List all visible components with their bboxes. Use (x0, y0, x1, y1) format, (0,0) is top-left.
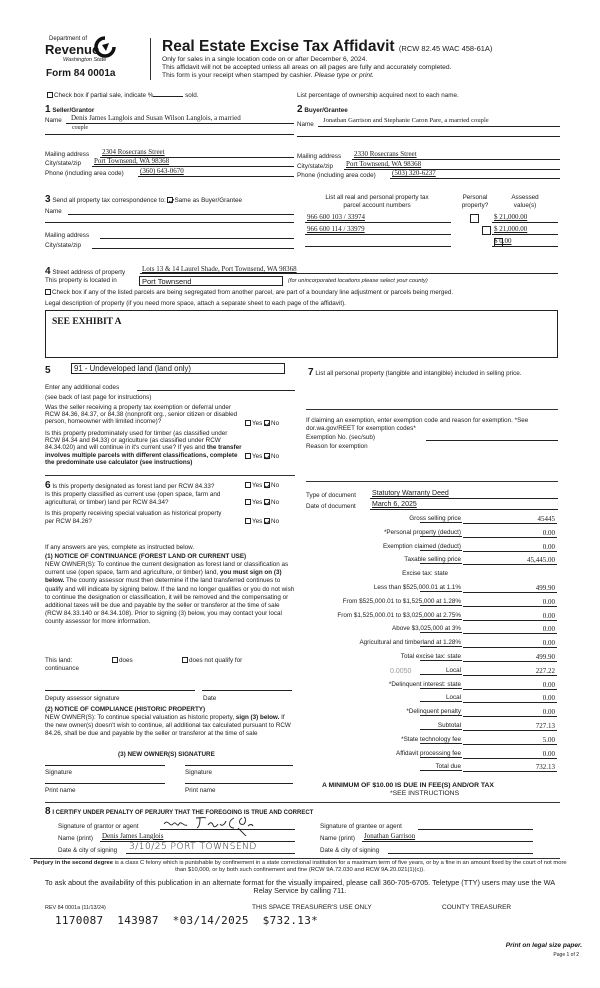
buyer-phone-field[interactable] (390, 171, 560, 179)
buyer-mail-value: 2330 Rosecrans Street (354, 150, 417, 158)
doc-type-field[interactable] (370, 490, 558, 499)
timber-question (45, 430, 243, 466)
if-yes-note: If any answers are yes, complete as instructed below. (45, 544, 195, 551)
additional-codes-field[interactable] (137, 383, 295, 391)
grantee-date-label: Date & city of signing (320, 847, 380, 854)
same-as-buyer-checkbox[interactable] (167, 197, 173, 203)
tax-row-label: Excise tax: state (402, 570, 448, 578)
corr-city-label: City/state/zip (45, 242, 82, 249)
tax-row-label: *Delinquent interest: state (388, 680, 461, 688)
page-title (162, 37, 492, 57)
owner-signature-2-field[interactable] (185, 765, 293, 766)
ownership-note: List percentage of ownership acquired next to each name. (297, 92, 459, 99)
personal-property-checkbox[interactable] (482, 226, 491, 235)
parcel-header-line: List all real and personal property tax (325, 194, 429, 201)
grantor-date-value: 3/10/25 PORT TOWNSEND (129, 842, 257, 852)
grantor-name-label: Name (print) (58, 835, 93, 842)
segregate-row (45, 289, 453, 297)
tax-row-value[interactable]: 0.00 (463, 694, 557, 703)
parcel-number-field[interactable] (305, 238, 451, 247)
correspondence-label: Send all property tax correspondence to: (52, 197, 166, 204)
leader-line (420, 563, 462, 564)
yes-checkbox[interactable] (245, 453, 251, 459)
location-select[interactable] (139, 276, 283, 286)
tax-row-label: Gross selling price (409, 515, 461, 522)
leader-line (420, 729, 462, 730)
street-address-value: Lots 13 & 14 Laurel Shade, Port Townsend, WA 98368 (142, 265, 297, 273)
tax-row (300, 529, 558, 539)
seller-name-value: Denis James Langlois and Susan Wilson Langlois, a married (71, 114, 241, 122)
yes-label: Yes (252, 499, 263, 506)
no-checkbox[interactable] (264, 420, 270, 426)
exemption-note: If claiming an exemption, enter exemption code and reason for exemption. *See dor.wa.gov/REET for exemption codes* (306, 417, 529, 433)
no-checkbox[interactable] (264, 499, 270, 505)
same-as-buyer-label: Same as Buyer/Grantee (174, 197, 243, 204)
seller-name-label: Name (45, 117, 62, 124)
tax-row-value[interactable]: 499.90 (463, 584, 557, 593)
q-forest-yes-no (245, 482, 279, 490)
signature-label: Signature (45, 769, 72, 776)
leader-line (420, 688, 462, 689)
continuance-title: (1) NOTICE OF CONTINUANCE (FOREST LAND OR CURRENT USE) (45, 553, 247, 560)
leader-line (420, 701, 462, 702)
timber-question-b: the transfer involves multiple parcels with different classifications, complete the predominate use calculator (see instructions) (45, 444, 242, 466)
tax-row-label: Less than $525,000.01 at 1.1% (373, 584, 461, 591)
q-current-use-yes-no (245, 499, 279, 507)
deputy-signature-field[interactable] (45, 690, 195, 691)
tax-row-label: Exemption claimed (deduct) (382, 542, 461, 550)
forest-question-text: Is this property designated as forest land per RCW 84.33? (52, 483, 215, 490)
section-title: Buyer/Grantee (304, 107, 348, 114)
tax-row (300, 722, 558, 732)
divider (45, 475, 295, 476)
no-checkbox[interactable] (264, 453, 270, 459)
section-7-heading (308, 364, 558, 382)
yes-checkbox[interactable] (245, 482, 251, 488)
partial-label-sold: sold. (185, 92, 199, 99)
corr-city-field[interactable] (92, 241, 294, 249)
section-number: 6 (45, 480, 51, 491)
timber-question-a: Is this property predominately used for timber (as classified under RCW 84.34 and 84.33) or agriculture (as classified under RCW 84.34.020) and will continue in it's current use? If yes and (45, 430, 228, 452)
tax-row (300, 750, 558, 760)
seller-name-line2[interactable] (45, 134, 294, 135)
seller-mail-label: Mailing address (45, 151, 90, 158)
print-note: Print on legal size paper. (505, 942, 582, 949)
tax-row-label: *State technology fee (401, 735, 461, 743)
parcel-header-personal (455, 194, 495, 210)
no-label: No (271, 518, 280, 525)
tax-row-value[interactable]: 0.00 (463, 529, 557, 538)
partial-sale-row (47, 92, 198, 100)
parcel-number-value: 966 600 103 / 33974 (307, 213, 365, 221)
grantor-name-field[interactable] (100, 834, 295, 842)
section-title: Seller/Grantor (52, 107, 95, 114)
tax-row-label: Local (445, 666, 461, 674)
grantee-signature-field[interactable] (418, 822, 533, 830)
deputy-label: Deputy assessor signature (45, 695, 120, 702)
tax-row (300, 667, 558, 677)
tax-row-value[interactable]: 0.00 (463, 625, 557, 634)
grantor-name-value: Denis James Langlois (102, 832, 164, 840)
continuance-text-b: you must sign on (3) below. (45, 569, 282, 585)
additional-codes-label: Enter any additional codes (45, 384, 120, 391)
certify-title: I CERTIFY UNDER PENALTY OF PERJURY THAT THE FOREGOING IS TRUE AND CORRECT (52, 810, 314, 816)
personal-property-field[interactable] (306, 409, 558, 410)
subtitle-3 (162, 72, 374, 81)
buyer-name-line2[interactable] (297, 136, 560, 137)
tax-row-value[interactable]: 0.00 (463, 598, 557, 607)
no-label: No (271, 499, 280, 506)
assessed-value: $ 21,000.00 (494, 225, 528, 233)
corr-name-field[interactable] (68, 207, 294, 215)
codes-note: (see back of last page for instructions) (45, 394, 152, 401)
personal-property-label: List all personal property (tangible and intangible) included in selling price. (315, 370, 522, 377)
buyer-city-value: Port Townsend, WA 98368 (346, 160, 422, 168)
tax-row-value[interactable]: 0.00 (463, 612, 557, 621)
exemption-no-label: Exemption No. (sec/sub) (306, 434, 375, 441)
continuance-text-c: The county assessor must then determine if the land transferred continues to qualify and will indicate by signing below. If the land no longer qualifies or you do not wish to continue the designation or classification, it will be removed and the compensating or additional taxes will be due and payable by the seller or transferor at the time of sale (RCW 84.33.140 or 84.34.108). Prior to signing (3) below, you may contact your local county assessor for more information. (45, 577, 295, 626)
yes-checkbox[interactable] (245, 518, 251, 524)
parcel-header-line: property? (461, 202, 489, 210)
assessed-value-field[interactable] (492, 238, 558, 247)
partial-label: Check box if partial sale, indicate % (54, 92, 154, 99)
buyer-name-value: Jonathan Garrison and Stephanie Caron Pare, a married couple (323, 117, 489, 124)
dept-name: Revenue (45, 42, 100, 57)
leader-line (420, 757, 462, 758)
seller-name-cont: couple (72, 125, 88, 131)
current-use-question: Is this property classified as current use (open space, farm and agricultural, or timber) land per RCW 84.34? (45, 491, 221, 507)
deputy-date-label: Date (203, 695, 217, 702)
tax-row (300, 612, 558, 622)
leader-line (420, 536, 462, 537)
tax-row (300, 736, 558, 746)
tax-row (300, 681, 558, 691)
tax-row-label: Above $3,025,000 at 3% (392, 625, 461, 633)
tax-row-label: Taxable selling price (404, 556, 461, 564)
does-not-option (182, 657, 242, 665)
tax-row (300, 694, 558, 704)
grantor-signature-icon (162, 814, 292, 836)
leader-line (420, 743, 462, 744)
assessed-value-field[interactable] (492, 226, 558, 235)
section-3-heading (45, 193, 242, 206)
grantee-name-field[interactable] (362, 834, 533, 842)
tax-row-value[interactable]: 499.90 (463, 653, 557, 662)
buyer-mail-field[interactable] (352, 152, 560, 160)
doc-date-value: March 6, 2025 (372, 501, 417, 508)
corr-mail-label: Mailing address (45, 232, 90, 239)
located-label: This property is located in (45, 277, 117, 284)
section-2-heading (297, 103, 348, 116)
title-text: Real Estate Excise Tax Affidavit (162, 38, 395, 55)
does-option (112, 657, 133, 665)
tax-row-value[interactable]: 0.00 (463, 750, 557, 759)
grantor-signature-field[interactable] (160, 822, 295, 830)
page-number: Page 1 of 2 (553, 952, 579, 958)
compliance-title: (2) NOTICE OF COMPLIANCE (HISTORIC PROPERTY) (45, 706, 206, 713)
leader-line (420, 591, 462, 592)
segregate-checkbox[interactable] (45, 289, 51, 295)
yes-label: Yes (252, 518, 263, 525)
tax-row-label: Total excise tax: state (400, 653, 461, 660)
subtitle-1: Only for sales in a single location code on or after December 6, 2024. (162, 56, 368, 63)
subtitle-2: This affidavit will not be accepted unless all areas on all pages are fully and accurately completed. (162, 64, 452, 71)
buyer-phone-label: Phone (including area code) (297, 172, 376, 179)
parcel-header-accounts (303, 194, 451, 210)
doc-date-field[interactable] (370, 501, 558, 510)
state-name: Washington State (63, 57, 107, 63)
parcel-number-field[interactable] (305, 226, 451, 235)
exemption-no-field[interactable] (426, 433, 558, 441)
tax-row-label: Agricultural and timberland at 1.28% (359, 639, 461, 647)
corr-name-line2[interactable] (45, 222, 294, 223)
buyer-mail-label: Mailing address (297, 153, 342, 160)
tax-row-value[interactable]: 45445 (463, 515, 557, 524)
assessed-value: $ 0.00 (494, 237, 512, 245)
divider (30, 858, 560, 859)
parcel-header-line: parcel account numbers (343, 202, 411, 210)
doc-type-label: Type of document (306, 492, 357, 499)
perjury-note (30, 860, 570, 874)
buyer-name-label: Name (297, 121, 314, 128)
seller-name-field[interactable] (66, 115, 294, 124)
section-number: 1 (45, 104, 51, 115)
yes-checkbox[interactable] (245, 420, 251, 426)
leader-line (420, 605, 462, 606)
doc-date-label: Date of document (306, 503, 356, 510)
section-5-number: 5 (45, 365, 51, 376)
location-value: Port Townsend (142, 277, 192, 286)
leader-line (420, 674, 462, 675)
parcel-header-line: Personal (462, 194, 488, 201)
leader-line (420, 646, 462, 647)
see-instructions-note: *SEE INSTRUCTIONS (390, 790, 460, 797)
perjury-text: is a class C felony which is punishable by confinement in a state correctional institution for a maximum term of five years, or by a fine in an amount fixed by the court of not more than $10,000, or by both such confinement and fine (RCW 9A.72.030 and RCW 9A.20.021(1)(c)). (112, 860, 567, 873)
tax-row-value[interactable]: 227.22 (463, 667, 557, 676)
accessibility-note: To ask about the availability of this publication in an alternate format for the visually impaired, please call 360-705-6705. Teletype (TTY) users may use the WA Relay Service by calling 711. (44, 878, 556, 896)
does-label: does (119, 657, 133, 664)
parcel-header-line: value(s) (513, 202, 537, 210)
tax-row-label: Affidavit processing fee (396, 749, 461, 757)
subtitle-3b: Please type or print. (314, 72, 374, 79)
compliance-text-b: sign (3) below. (235, 714, 280, 721)
no-checkbox[interactable] (264, 482, 270, 488)
tax-row (300, 598, 558, 608)
leader-line (420, 660, 462, 661)
tax-row-value[interactable]: 0.00 (463, 708, 557, 717)
no-checkbox[interactable] (264, 518, 270, 524)
tax-row-value[interactable]: 0.00 (463, 639, 557, 648)
assessed-value: $ 21,000.00 (494, 213, 528, 221)
leader-line (420, 522, 462, 523)
seller-phone-value: (360) 643-0670 (140, 167, 184, 175)
seller-city-value: Port Townsend, WA 98368 (94, 157, 170, 165)
tax-row-label: Total due (435, 763, 461, 771)
tax-row-label: Subtotal (437, 722, 461, 729)
does-checkbox[interactable] (112, 657, 118, 663)
leader-line (420, 619, 462, 620)
yes-label: Yes (252, 453, 263, 460)
grantee-name-value: Jonathan Garrison (364, 832, 416, 840)
print-name-label: Print name (185, 787, 216, 794)
tax-row-value[interactable]: 0.00 (463, 681, 557, 690)
county-treasurer-label: COUNTY TREASURER (442, 904, 512, 911)
exemption-reason-field[interactable] (306, 481, 558, 482)
section-number: 3 (45, 194, 51, 205)
partial-percent-field[interactable] (153, 96, 183, 97)
corr-name-label: Name (45, 208, 62, 215)
section-number: 8 (45, 806, 51, 817)
exemption-question: Was the seller receiving a property tax exemption or deferral under RCW 84.36, 84.37, or 84.38 (nonprofit org., senior citizen or disabled person, homeowner with limited income)? (45, 404, 238, 426)
no-label: No (271, 420, 280, 427)
section-number: 7 (308, 367, 314, 378)
grantor-signature-label: Signature of grantor or agent (58, 823, 139, 830)
use-code-select[interactable] (71, 363, 285, 374)
compliance-text (45, 714, 295, 739)
form-number: Form 84 0001a (46, 68, 116, 79)
parcel-header-line: Assessed (511, 194, 539, 201)
buyer-city-label: City/state/zip (297, 163, 334, 170)
seller-city-label: City/state/zip (45, 160, 82, 167)
minimum-due-note: A MINIMUM OF $10.00 IS DUE IN FEE(S) AND/OR TAX (322, 782, 494, 789)
grantor-date-label: Date & city of signing (58, 847, 118, 854)
owner-print-2-field[interactable] (185, 783, 293, 784)
tax-row-label: From $525,000.01 to $1,525,000 at 1.28% (342, 597, 461, 605)
dor-logo-mark-icon (94, 36, 116, 58)
historical-question: Is this property receiving special valuation as historical property per RCW 84.26? (45, 510, 222, 526)
divider (45, 802, 560, 803)
parcel-number-field[interactable] (305, 214, 451, 223)
parcel-number-value: 966 600 114 / 33979 (307, 225, 365, 233)
street-label: Street address of property (52, 269, 126, 276)
no-label: No (271, 453, 280, 460)
continuance-text (45, 561, 297, 626)
does-not-label: does not qualify for (189, 657, 243, 664)
continuance-label: continuance (45, 665, 79, 672)
buyer-phone-value: (503) 320-6237 (392, 169, 436, 177)
dept-line: Department of (49, 36, 88, 42)
segregate-label: Check box if any of the listed parcels are being segregated from another parcel, are part of a boundary line adjustment or parcels being merged. (52, 289, 454, 296)
this-land-label: This land: (45, 657, 73, 664)
tax-row (300, 570, 558, 580)
does-not-checkbox[interactable] (182, 657, 188, 663)
subtitle-3a: This form is your receipt when stamped by cashier. (162, 72, 315, 79)
yes-label: Yes (252, 482, 263, 489)
street-address-field[interactable] (140, 266, 558, 274)
grantor-date-field[interactable] (126, 842, 295, 854)
tax-row (300, 625, 558, 635)
tax-row-value[interactable]: 0.00 (463, 543, 557, 552)
legal-description-field[interactable] (45, 310, 558, 358)
revision-label: REV 84 0001a (11/13/24) (45, 905, 106, 911)
section-number: 4 (45, 266, 51, 277)
tax-row (300, 763, 558, 773)
header-divider (150, 38, 151, 80)
q-timber-yes-no (245, 453, 279, 461)
tax-row-label: Local (445, 694, 461, 702)
yes-label: Yes (252, 420, 263, 427)
partial-sale-checkbox[interactable] (47, 92, 53, 98)
tax-row (300, 639, 558, 649)
corr-mail-field[interactable] (100, 231, 294, 239)
signature-label: Signature (185, 769, 212, 776)
deputy-date-field[interactable] (202, 690, 292, 691)
local-rate: 0.0050 (390, 667, 412, 675)
tax-row (300, 543, 558, 553)
tax-row (300, 556, 558, 566)
tax-row (300, 515, 558, 525)
tax-row (300, 708, 558, 718)
no-label: No (271, 482, 280, 489)
seller-city-field[interactable] (92, 159, 294, 167)
tax-row-label: *Delinquent penalty (406, 708, 461, 716)
seller-phone-label: Phone (including area code) (45, 170, 124, 177)
tax-row-value[interactable]: 727.13 (463, 722, 557, 731)
use-code-value: 91 - Undeveloped land (land only) (74, 364, 192, 373)
personal-property-checkbox[interactable] (470, 214, 479, 223)
buyer-name-field[interactable] (318, 118, 560, 127)
grantee-date-field[interactable] (388, 846, 533, 854)
grantee-name-label: Name (print) (320, 835, 355, 842)
tax-row (300, 653, 558, 663)
treasurer-space-label: THIS SPACE TREASURER'S USE ONLY (252, 904, 372, 911)
leader-line (420, 632, 462, 633)
seller-phone-field[interactable] (138, 169, 294, 177)
leader-line (420, 715, 462, 716)
tax-row-value[interactable]: 732.13 (463, 763, 557, 772)
leader-line (420, 550, 462, 551)
legal-label: Legal description of property (if you need more space, attach a separate sheet to each page of the affidavit). (45, 300, 346, 307)
owner-print-1-field[interactable] (45, 783, 165, 784)
new-owner-signature-title: (3) NEW OWNER(S) SIGNATURE (118, 751, 215, 758)
perjury-bold: Perjury in the second degree (33, 860, 113, 866)
title-citation: (RCW 82.45 WAC 458-61A) (398, 44, 493, 53)
grantee-signature-label: Signature of grantee or agent (320, 823, 402, 830)
legal-description-value: SEE EXHIBIT A (52, 317, 122, 327)
tax-row (300, 584, 558, 594)
exemption-reason-label: Reason for exemption (306, 443, 368, 450)
q-exemption-yes-no (245, 420, 279, 428)
tax-row-value[interactable]: 5.00 (463, 736, 557, 745)
owner-signature-1-field[interactable] (45, 765, 165, 766)
buyer-city-field[interactable] (344, 162, 560, 170)
tax-row-value[interactable]: 45,445.00 (463, 556, 557, 565)
doc-type-value: Statutory Warranty Deed (372, 490, 449, 497)
assessed-value-field[interactable] (492, 214, 558, 223)
parcel-header-value (500, 194, 550, 210)
q-historical-yes-no (245, 518, 279, 526)
print-name-label: Print name (45, 787, 76, 794)
compliance-text-c: If the new owner(s) doesn't wish to continue, all additional tax calculated pursuant to RCW 84.26, shall be due and payable by the seller or transferor at the time of sale (45, 714, 291, 738)
section-number: 2 (297, 104, 303, 115)
seller-mail-value: 2304 Rosecrans Street (102, 148, 165, 156)
yes-checkbox[interactable] (245, 499, 251, 505)
compliance-text-a: NEW OWNER(S): To continue special valuation as historic property, (45, 714, 236, 721)
continuance-text-a: NEW OWNER(S): To continue the current designation as forest land or classification as current use (open space, farm and agriculture, or timber) land, (45, 561, 289, 577)
tax-row-label: *Personal property (deduct) (383, 528, 461, 536)
located-note: (for unincorporated locations please select your county) (288, 278, 428, 284)
receipt-stamp: 1170087 143987 *03/14/2025 $732.13* (55, 914, 319, 927)
leader-line (420, 770, 462, 771)
tax-row-label: From $1,525,000.01 to $3,025,000 at 2.75% (337, 611, 461, 619)
